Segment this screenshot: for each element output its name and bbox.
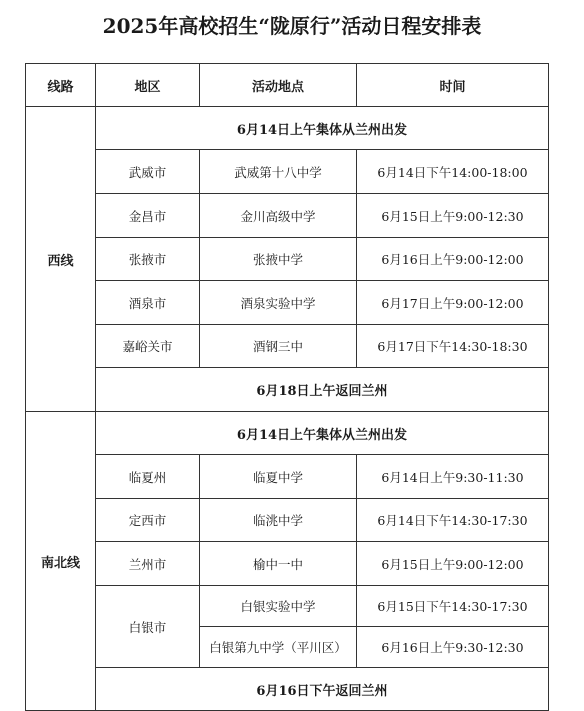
west-depart-note: 6月14日上午集体从兰州出发 <box>96 107 549 150</box>
area-cell: 金昌市 <box>96 194 200 238</box>
time-cell: 6月15日上午9:00-12:00 <box>357 542 549 586</box>
venue-cell: 酒钢三中 <box>200 325 357 368</box>
table-row <box>26 325 549 368</box>
table-row <box>26 238 549 281</box>
route-south-north: 南北线 <box>26 412 96 711</box>
area-cell: 酒泉市 <box>96 281 200 325</box>
table-row <box>26 499 549 542</box>
route-west: 西线 <box>26 107 96 412</box>
venue-cell: 临洮中学 <box>200 499 357 542</box>
table-row <box>26 194 549 238</box>
table-row <box>26 542 549 586</box>
venue-cell: 张掖中学 <box>200 238 357 281</box>
area-cell: 张掖市 <box>96 238 200 281</box>
table-row <box>26 150 549 194</box>
area-cell: 武威市 <box>96 150 200 194</box>
venue-cell: 酒泉实验中学 <box>200 281 357 325</box>
table-header-row <box>26 64 549 107</box>
table-row <box>26 668 549 711</box>
venue-cell: 武威第十八中学 <box>200 150 357 194</box>
venue-cell: 临夏中学 <box>200 455 357 499</box>
area-cell: 临夏州 <box>96 455 200 499</box>
time-cell: 6月14日上午9:30-11:30 <box>357 455 549 499</box>
venue-cell: 金川高级中学 <box>200 194 357 238</box>
time-cell: 6月14日下午14:00-18:00 <box>357 150 549 194</box>
time-cell: 6月16日上午9:00-12:00 <box>357 238 549 281</box>
table-row <box>26 368 549 412</box>
south-return-note: 6月16日下午返回兰州 <box>96 668 549 711</box>
table-row <box>26 107 549 150</box>
table-row <box>26 455 549 499</box>
venue-cell: 白银第九中学（平川区） <box>200 627 357 668</box>
table-row <box>26 586 549 627</box>
page-title: 2025年高校招生“陇原行”活动日程安排表 <box>102 14 482 38</box>
area-cell: 嘉峪关市 <box>96 325 200 368</box>
time-cell: 6月17日上午9:00-12:00 <box>357 281 549 325</box>
header-time: 时间 <box>357 64 549 107</box>
area-cell-baiyin: 白银市 <box>96 586 200 668</box>
time-cell: 6月17日下午14:30-18:30 <box>357 325 549 368</box>
time-cell: 6月14日下午14:30-17:30 <box>357 499 549 542</box>
header-area: 地区 <box>96 64 200 107</box>
venue-cell: 白银实验中学 <box>200 586 357 627</box>
time-cell: 6月15日上午9:00-12:30 <box>357 194 549 238</box>
west-return-note: 6月18日上午返回兰州 <box>96 368 549 412</box>
time-cell: 6月16日上午9:30-12:30 <box>357 627 549 668</box>
area-cell: 兰州市 <box>96 542 200 586</box>
time-cell: 6月15日下午14:30-17:30 <box>357 586 549 627</box>
venue-cell: 榆中一中 <box>200 542 357 586</box>
header-route: 线路 <box>26 64 96 107</box>
area-cell: 定西市 <box>96 499 200 542</box>
south-depart-note: 6月14日上午集体从兰州出发 <box>96 412 549 455</box>
schedule-table <box>25 63 549 711</box>
header-venue: 活动地点 <box>200 64 357 107</box>
table-row <box>26 412 549 455</box>
table-row <box>26 281 549 325</box>
